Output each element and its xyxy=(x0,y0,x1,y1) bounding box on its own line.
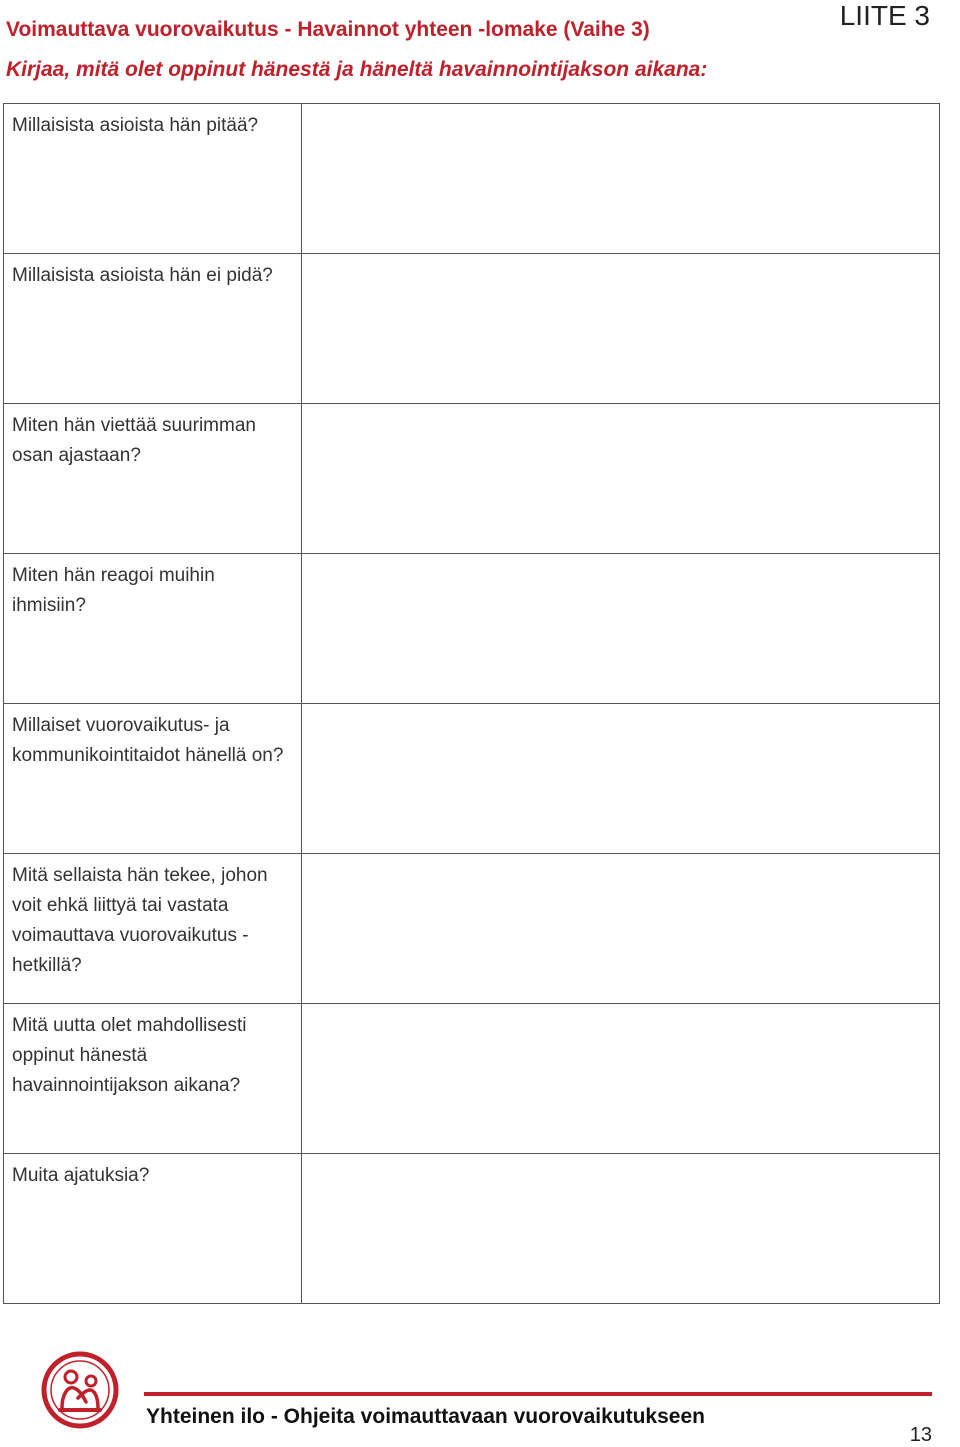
appendix-label: LIITE 3 xyxy=(839,0,930,31)
question-label: Mitä uutta olet mahdollisesti oppinut hänestä havainnointijakson aikana? xyxy=(12,1015,247,1096)
question-cell xyxy=(4,854,302,1004)
question-label: Miten hän reagoi muihin ihmisiin? xyxy=(12,565,215,616)
form-row xyxy=(4,254,940,404)
answer-cell[interactable] xyxy=(302,854,940,1004)
form-row xyxy=(4,404,940,554)
question-label: Miten hän viettää suurimman osan ajastaan? xyxy=(12,415,256,466)
form-row xyxy=(4,1154,940,1304)
answer-cell[interactable] xyxy=(302,1004,940,1154)
question-cell xyxy=(4,1004,302,1154)
question-cell xyxy=(4,1154,302,1304)
question-cell xyxy=(4,704,302,854)
form-row xyxy=(4,104,940,254)
form-row xyxy=(4,704,940,854)
question-cell xyxy=(4,554,302,704)
form-row xyxy=(4,854,940,1004)
answer-cell[interactable] xyxy=(302,1154,940,1304)
question-label: Millaisista asioista hän pitää? xyxy=(12,115,259,136)
question-label: Muita ajatuksia? xyxy=(12,1165,150,1186)
page-number: 13 xyxy=(909,1424,932,1446)
form-title: Voimauttava vuorovaikutus - Havainnot yhteen -lomake (Vaihe 3) xyxy=(6,18,650,41)
form-instructions: Kirjaa, mitä olet oppinut hänestä ja häneltä havainnointijakson aikana: xyxy=(6,58,708,81)
question-cell xyxy=(4,104,302,254)
question-cell xyxy=(4,254,302,404)
form-row xyxy=(4,554,940,704)
answer-cell[interactable] xyxy=(302,554,940,704)
answer-cell[interactable] xyxy=(302,704,940,854)
answer-cell[interactable] xyxy=(302,254,940,404)
answer-cell[interactable] xyxy=(302,404,940,554)
question-label: Mitä sellaista hän tekee, johon voit ehkä liittyä tai vastata voimauttava vuorovaikutus -hetkillä? xyxy=(12,865,268,976)
footer-title: Yhteinen ilo - Ohjeita voimauttavaan vuorovaikutukseen xyxy=(146,1405,705,1428)
question-cell xyxy=(4,404,302,554)
observation-form-table xyxy=(3,103,940,1304)
question-label: Millaisista asioista hän ei pidä? xyxy=(12,265,273,286)
form-row xyxy=(4,1004,940,1154)
footer-divider xyxy=(144,1392,932,1396)
answer-cell[interactable] xyxy=(302,104,940,254)
embrace-emblem-icon xyxy=(40,1350,120,1430)
question-label: Millaiset vuorovaikutus- ja kommunikointitaidot hänellä on? xyxy=(12,715,284,766)
